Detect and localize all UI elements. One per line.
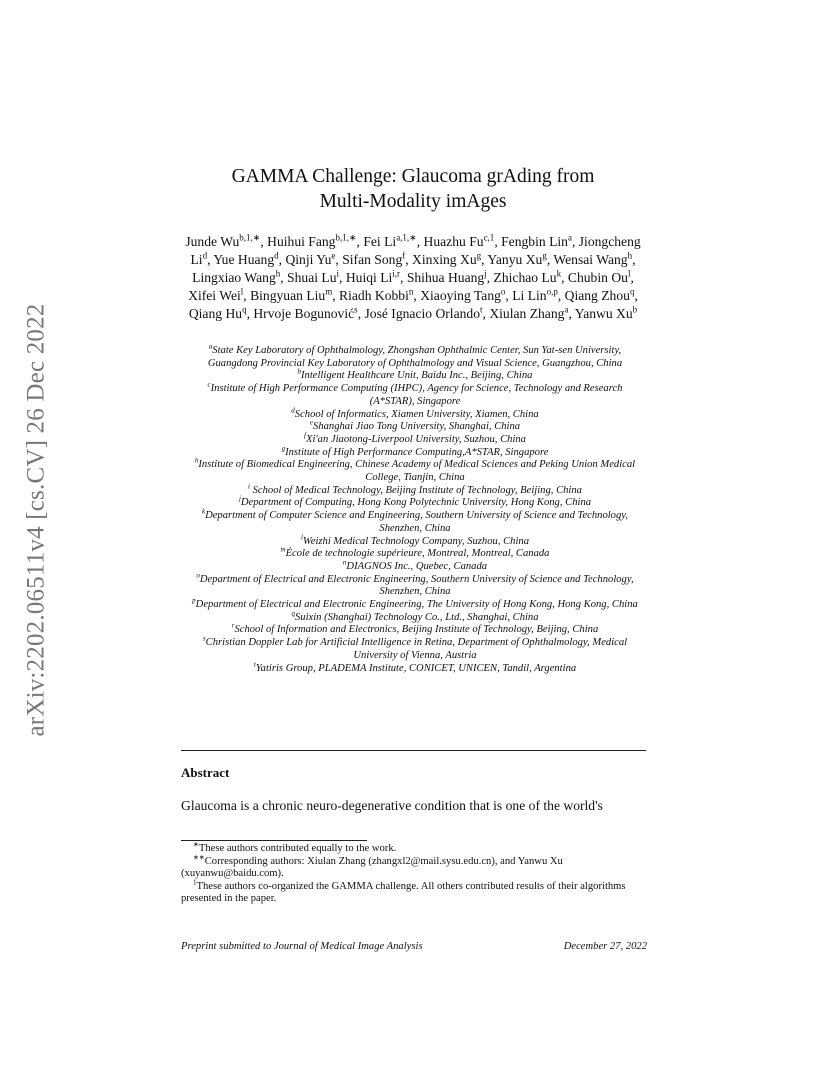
author-entry (489, 306, 568, 321)
affiliation (184, 431, 646, 447)
author-affil-mark: k (556, 268, 562, 279)
author-name: Qinji Yu (285, 252, 332, 267)
affiliation-text: School of Information and Electronics, Beijing Institute of Technology, Beijing, China (234, 624, 599, 636)
author-affil-mark: i (336, 268, 340, 279)
affiliation-text: Institute of High Performance Computing (IHPC), Agency for Science, Technology and Research (A*STAR), Singapore (210, 383, 623, 407)
author-name: Chubin Ou (567, 270, 628, 285)
affiliation (184, 405, 646, 422)
author-entry (412, 252, 481, 267)
author-name: Shuai Lu (287, 270, 337, 285)
affiliation-mark: m (280, 545, 286, 554)
author-name: Fengbin Lin (501, 234, 568, 249)
author-name: Wensai Wang (553, 252, 628, 267)
page-footer (181, 941, 647, 952)
affiliation-mark: t (253, 660, 256, 669)
arxiv-stamp-text: arXiv:2202.06511v4 [cs.CV] 26 Dec 2022 (22, 303, 49, 737)
affiliation (184, 418, 646, 434)
affiliation (184, 367, 646, 383)
author-name: Bingyuan Liu (250, 288, 326, 303)
affiliation (184, 545, 646, 561)
author-name: Huazhu Fu (423, 234, 484, 249)
author-affil-mark: m (325, 286, 333, 297)
author-name: Jiongcheng Li (190, 234, 641, 267)
author-affil-mark: t (480, 304, 483, 315)
author-name: Hrvoje Bogunović (253, 306, 355, 321)
affiliation (184, 596, 646, 612)
author-affil-mark: e (331, 250, 336, 261)
author-entry (339, 288, 413, 303)
author-affil-mark: j (484, 268, 487, 279)
affiliation-text: Institute of High Performance Computing,A*STAR, Singapore (285, 446, 549, 458)
author-entry (213, 252, 278, 267)
author-name: Lingxiao Wang (192, 270, 276, 285)
author-name: Riadh Kobbi (339, 288, 409, 303)
affiliation (184, 444, 646, 460)
author-name: Xinxing Xu (412, 252, 477, 267)
author-name: Junde Wu (185, 234, 240, 249)
affiliation-text: Christian Doppler Lab for Artificial Intelligence in Retina, Department of Ophthalmology, Medical University of Vienna, Austria (205, 637, 628, 661)
affiliation (184, 621, 646, 637)
author-name: Shihua Huang (406, 270, 485, 285)
author-entry (407, 270, 487, 285)
author-entry (487, 252, 546, 267)
affiliation-text: Xi'an Jiaotong-Liverpool University, Suzhou, China (305, 433, 526, 445)
affiliation-text: Department of Electrical and Electronic Engineering, The University of Hong Kong, Hong Kong, China (195, 599, 638, 611)
author-name: Xiulan Zhang (489, 306, 565, 321)
footer-journal: Preprint submitted to Journal of Medical Image Analysis (181, 941, 423, 952)
author-affil-mark: h (627, 250, 633, 261)
author-affil-mark: b (632, 304, 638, 315)
author-affil-mark: a,1,∗ (396, 232, 417, 243)
title-line-1: GAMMA Challenge: Glaucoma grAding from (231, 166, 595, 187)
footnote-divider (181, 840, 367, 841)
author-affil-mark: q (629, 286, 635, 297)
author-affil-mark: c,1 (483, 232, 495, 243)
author-list: Junde $Wu^{b,1,∗}$, Huihui Fang$^{b,1,∗}$, Fei $Li^{a,1,∗}$, Huazhu Fu$^{c,1}$, Fengbin Lin$^a$, Jiongcheng Li$^d$, Yue Huang$^d$, Qinji Yu$^e$, Sifan Song$^f$, Xinxing Xu$^g$, Yanyu Xu$^g$, Wensai Wang$^h$, Lingxiao Wang$^h$, Shuai Lu$^i$, Huiqi Li$^{i,r}$, Shihua Huang$^j$, Zhichao Lu$^k$, Chubin Ou$^l$, Xifei Wei$^l$, Bingyuan Liu$^m$, Riadh Kobbi$^n$, Xiaoying Tang$^o$, Li Lin$^{o,p}$, Qiang Zhou$^q$, Qiang Hu$^q$, Hrvoje Bogunović$^s$, José Ignacio Orlando$^t$, Xiulan Zhang$^a$, Yanwu Xu$^b$ (185, 232, 641, 321)
author-name: Li Lin (512, 288, 547, 303)
affiliation-text: Shanghai Jiao Tong University, Shanghai, China (313, 421, 521, 433)
author-affil-mark: l (627, 268, 631, 279)
author-entry (287, 270, 339, 285)
author-affil-mark: h (275, 268, 281, 279)
author-name: Qiang Zhou (564, 288, 630, 303)
author-entry (250, 288, 332, 303)
author-entry (553, 252, 632, 267)
author-name: Yanwu Xu (574, 306, 633, 321)
affiliation (184, 456, 646, 484)
author-name: Xiaoying Tang (420, 288, 501, 303)
author-entry (185, 234, 260, 249)
affiliation-text: School of Informatics, Xiamen University, Xiamen, China (294, 408, 539, 420)
author-entry (512, 288, 558, 303)
author-entry (494, 270, 562, 285)
author-name: Fei Li (363, 234, 397, 249)
affiliation-mark: g (281, 444, 286, 453)
affiliation-mark: q (291, 609, 295, 618)
affiliation-mark: e (309, 418, 314, 427)
author-name: Xifei Wei (188, 288, 241, 303)
footnote-mark: ∗∗ (193, 852, 205, 861)
footnote-text: Corresponding authors: Xiulan Zhang (zhangxl2@mail.sysu.edu.cn), and Yanwu Xu (xuyanwu@baidu.com). (181, 855, 563, 879)
author-entry (253, 306, 357, 321)
paper-title (180, 164, 646, 214)
affiliation-text: Yatiris Group, PLADEMA Institute, CONICET, UNICEN, Tandil, Argentina (255, 662, 577, 674)
affiliation-list (184, 342, 646, 675)
affiliation-mark: c (207, 380, 211, 389)
author-name: José Ignacio Orlando (364, 306, 480, 321)
footnote-mark: ∗ (193, 840, 199, 849)
affiliation-text: DIAGNOS Inc., Quebec, Canada (346, 560, 488, 572)
footnote-mark: 1 (193, 877, 197, 886)
affiliation-text: Intelligent Healthcare Unit, Baidu Inc., Beijing, China (301, 370, 533, 382)
author-entry (575, 306, 637, 321)
affiliation-mark: p (192, 596, 196, 605)
author-name: Huihui Fang (267, 234, 336, 249)
affiliation-mark: o (196, 571, 200, 580)
author-affil-mark: d (202, 250, 208, 261)
author-entry (565, 288, 635, 303)
affiliation (184, 571, 646, 599)
affiliation-text: Department of Electrical and Electronic Engineering, Southern University of Science and Technology, Shenzhen, China (199, 573, 634, 598)
affiliation-text: Department of Computer Science and Engineering, Southern University of Science and Technology, Shenzhen, China (205, 510, 629, 534)
affiliation-mark: k (201, 507, 206, 516)
affiliation-text: École de technologie supérieure, Montreal, Montreal, Canada (285, 548, 550, 560)
abstract-text: Glaucoma is a chronic neuro-degenerative condition that is one of the world's (181, 798, 603, 813)
affiliation-text: School of Medical Technology, Beijing Institute of Technology, Beijing, China (249, 484, 582, 496)
affiliation-mark: f (304, 431, 306, 440)
affiliation-text: State Key Laboratory of Ophthalmology, Zhongshan Ophthalmic Center, Sun Yat-sen University, Guangdong Provincial Key Laboratory of Ophthalmology and Visual Science, Guangzhou, China (207, 345, 623, 369)
affiliation (184, 609, 646, 625)
author-affil-mark: g (542, 250, 547, 261)
author-entry (346, 270, 400, 285)
author-entry (420, 288, 505, 303)
author-name: Huiqi Li (345, 270, 393, 285)
abstract-heading: Abstract (181, 765, 230, 780)
author-affil-mark: b,1,∗ (239, 232, 261, 243)
affiliation (184, 507, 646, 535)
affiliation-mark: d (291, 405, 295, 414)
affiliation (184, 558, 646, 574)
author-affil-mark: a (567, 232, 572, 243)
footer-date: December 27, 2022 (563, 941, 647, 952)
author-entry (424, 234, 495, 249)
title-line-2: Multi-Modality imAges (319, 191, 507, 212)
author-entry (501, 234, 572, 249)
affiliation-mark: i (248, 482, 250, 491)
affiliation (184, 482, 646, 498)
affiliation-mark: r (231, 621, 235, 630)
affiliation-mark: h (194, 456, 199, 465)
author-entry (285, 252, 335, 267)
author-entry (188, 288, 243, 303)
arxiv-stamp (8, 282, 64, 758)
author-affil-mark: f (402, 250, 406, 261)
author-entry (568, 270, 631, 285)
author-affil-mark: s (354, 304, 358, 315)
affiliation-mark: l (300, 533, 303, 542)
affiliation (184, 380, 646, 408)
affiliation (184, 660, 646, 676)
footnote (181, 877, 647, 906)
author-affil-mark: l (240, 286, 244, 297)
footnote-list (181, 840, 647, 906)
affiliation-mark: n (342, 558, 347, 567)
author-affil-mark: a (564, 304, 569, 315)
author-affil-mark: q (242, 304, 247, 315)
author-entry (192, 270, 280, 285)
author-name: Yue Huang (213, 252, 275, 267)
affiliation-text: Suixin (Shanghai) Technology Co., Ltd., Shanghai, China (294, 611, 539, 623)
affiliation-mark: j (238, 494, 241, 503)
affiliation (184, 342, 646, 370)
affiliation-mark: a (208, 342, 213, 351)
footnote-text: These authors co-organized the GAMMA challenge. All others contributed results of their algorithms presented in the paper. (181, 880, 626, 904)
author-affil-mark: o (500, 286, 506, 297)
affiliation-mark: b (297, 367, 302, 376)
author-affil-mark: o,p (546, 286, 558, 297)
author-affil-mark: d (274, 250, 279, 261)
author-entry (267, 234, 356, 249)
affiliation-text: Department of Computing, Hong Kong Polytechnic University, Hong Kong, China (240, 497, 592, 509)
author-entry (189, 306, 247, 321)
author-affil-mark: b,1,∗ (335, 232, 357, 243)
author-affil-mark: n (408, 286, 414, 297)
author-entry (364, 306, 482, 321)
author-name: Sifan Song (342, 252, 403, 267)
affiliation (184, 494, 646, 510)
affiliation-text: Weizhi Medical Technology Company, Suzhou, China (302, 535, 530, 547)
footnote (181, 852, 647, 881)
affiliation-mark: s (202, 634, 206, 643)
author-name: Zhichao Lu (493, 270, 557, 285)
author-name: Yanyu Xu (487, 252, 543, 267)
author-affil-mark: i,r (392, 268, 401, 279)
affiliation (184, 634, 646, 662)
footnote-text: These authors contributed equally to the work. (198, 843, 397, 854)
abstract-divider (181, 750, 646, 751)
affiliation-text: Institute of Biomedical Engineering, Chinese Academy of Medical Sciences and Peking Union Medical College, Tianjin, China (198, 459, 636, 484)
author-name: Qiang Hu (188, 306, 243, 321)
affiliation (184, 533, 646, 549)
author-entry (363, 234, 416, 249)
footnote (181, 840, 647, 856)
author-affil-mark: g (476, 250, 482, 261)
author-entry (342, 252, 405, 267)
